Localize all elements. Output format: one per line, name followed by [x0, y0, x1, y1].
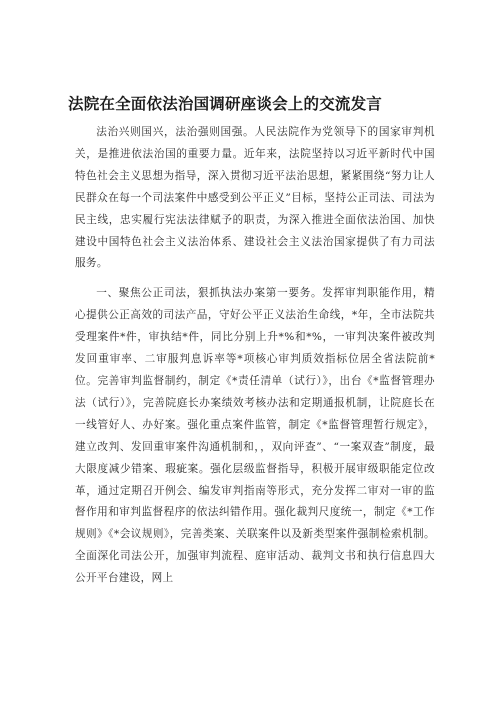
document-body	[75, 122, 435, 598]
document-title: 法院在全面依法治国调研座谈会上的交流发言	[68, 95, 383, 113]
paragraph-intro: 法治兴则国兴，法治强则国强。人民法院作为党领导下的国家审判机关，是推进依法治国的重要力量。近年来，法院坚持以习近平新时代中国特色社会主义思想为指导，深入贯彻习近平法治思想，紧紧围绕“努力让人民群众在每一个司法案件中感受到公平正义”目标，坚持公正司法、司法为民主线，忠实履行宪法法律赋予的职责，为深入推进全面依法治国、加快建设中国特色社会主义法治体系、建设社会主义法治国家提供了有力司法服务。	[75, 126, 435, 270]
paragraph-section-one: 一、聚焦公正司法，狠抓执法办案第一要务。发挥审判职能作用，精心提供公正高效的司法产品，守好公平正义法治生命线，*年，全市法院共受理案件*件，审执结*件，同比分别上升*%和*%，一审判决案件被改判发回重审率、二审服判息诉率等*项核心审判质效指标位居全省法院前*位。完善审判监督制约，制定《*责任清单（试行）》，出台《*监督管理办法（试行）》，完善院庭长办案绩效考核办法和定期通报机制，让院庭长在一线管好人、办好案。强化重点案件监管，制定《*监督管理暂行规定》，建立改判、发回重审案件沟通机制和，，双向评查”、“一案双查”制度，最大限度减少错案、瑕疵案。强化层级监督指导，积极开展审级职能定位改革，通过定期召开例会、编发审判指南等形式，充分发挥二审对一审的监督作用和审判监督程序的依法纠错作用。强化裁判尺度统一，制定《*工作规则》《*会议规则》，完善类案、关联案件以及新类型案件强制检索机制。全面深化司法公开，加强审判流程、庭审活动、裁判文书和执行信息四大公开平台建设，网上	[75, 287, 435, 585]
